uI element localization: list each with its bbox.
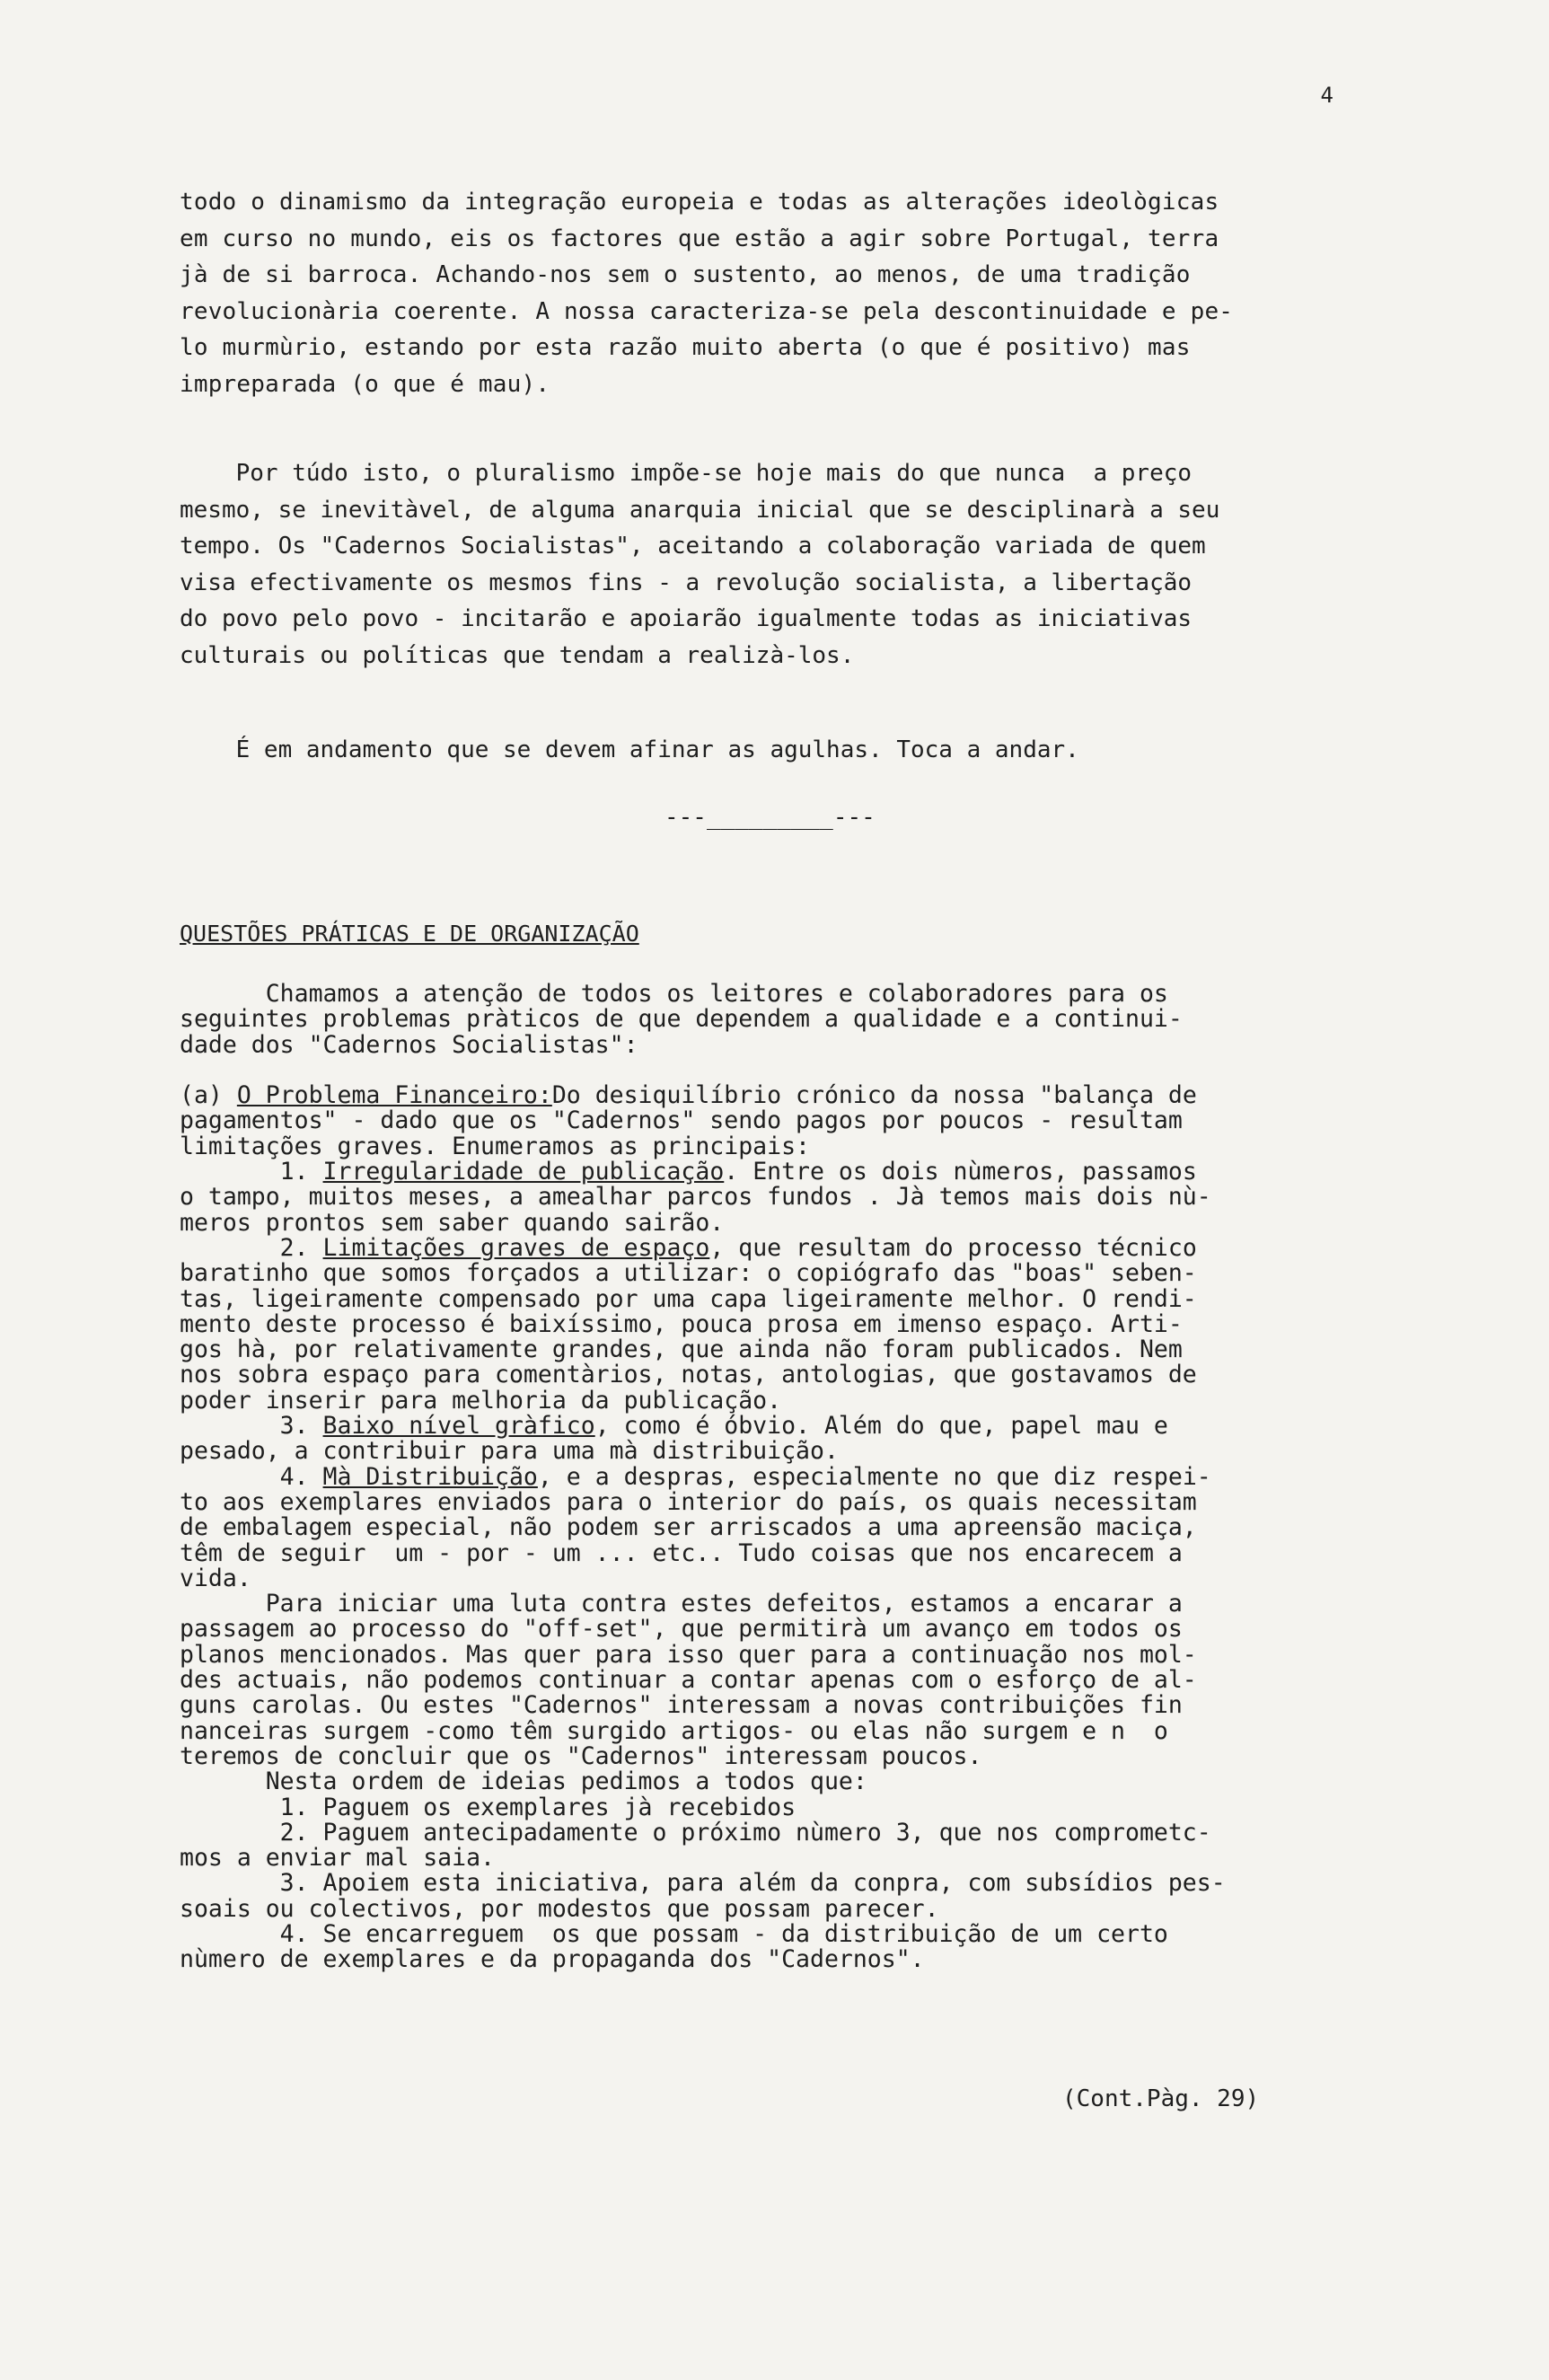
item-number: 4. — [180, 1462, 323, 1491]
text-line: baratinho que somos forçados a utilizar: o copiógrafo das "boas" seben- — [180, 1259, 1197, 1288]
text-line: do povo pelo povo - incitarão e apoiarão igualmente todas as iniciativas — [180, 605, 1193, 632]
text-line: nanceiras surgem -como têm surgido artigos- ou elas não surgem e n o — [180, 1716, 1168, 1745]
text-line: limitações graves. Enumeramos as principais: — [180, 1132, 810, 1160]
item-title: Limitações graves de espaço — [322, 1233, 710, 1262]
text-line: É em andamento que se devem afinar as agulhas. Toca a andar. — [180, 736, 1079, 763]
text-line: , como é óbvio. Além do que, papel mau e — [594, 1412, 1168, 1441]
text-line: poder inserir para melhoria da publicação. — [180, 1386, 782, 1415]
text-line: tempo. Os "Cadernos Socialistas", aceitando a colaboração variada de quem — [180, 533, 1206, 560]
item-number: 2. — [180, 1233, 323, 1262]
section-body — [180, 982, 1383, 1973]
intro-paragraph-1 — [180, 184, 1383, 402]
item-number: 1. — [180, 1158, 323, 1186]
text-line: mento deste processo é baixíssimo, pouca prosa em imenso espaço. Arti- — [180, 1309, 1183, 1338]
text-line: lo murmùrio, estando por esta razão muito aberta (o que é positivo) mas — [180, 334, 1191, 361]
text-line: nùmero de exemplares e da propaganda dos "Cadernos". — [180, 1945, 925, 1974]
intro-paragraph-3 — [180, 732, 1383, 768]
text-line: Por túdo isto, o pluralismo impõe-se hoje mais do que nunca a preço — [180, 460, 1193, 487]
text-line: têm de seguir um - por - um ... etc.. Tudo coisas que nos encarecem a — [180, 1538, 1183, 1567]
text-line: to aos exemplares enviados para o interior do país, os quais necessitam — [180, 1487, 1197, 1516]
text-line: dade dos "Cadernos Socialistas": — [180, 1030, 638, 1059]
text-line: de embalagem especial, não podem ser arriscados a uma apreensão maciça, — [180, 1513, 1197, 1542]
text-line: des actuais, não podemos continuar a contar apenas com o esforço de al- — [180, 1666, 1197, 1695]
text-line: pesado, a contribuir para uma mà distribuição. — [180, 1437, 839, 1466]
text-line: pagamentos" - dado que os "Cadernos" sendo pagos por poucos - resultam — [180, 1106, 1183, 1135]
text-line: guns carolas. Ou estes "Cadernos" interessam a novas contribuições fin — [180, 1691, 1183, 1720]
page-number: 4 — [1320, 83, 1333, 108]
text-line: todo o dinamismo da integração europeia e todas as alterações ideològicas — [180, 189, 1219, 216]
text-line: 3. Apoiem esta iniciativa, para além da conpra, com subsídios pes- — [180, 1869, 1226, 1898]
text-line: seguintes problemas pràticos de que dependem a qualidade e a continui- — [180, 1005, 1183, 1034]
text-line: Do desiquilíbrio crónico da nossa "balança de — [551, 1081, 1197, 1110]
section-separator: ---_________--- — [664, 804, 876, 831]
item-number: 3. — [180, 1412, 323, 1441]
text-line: mos a enviar mal saia. — [180, 1844, 495, 1873]
continuation-note: (Cont.Pàg. 29) — [1062, 2085, 1260, 2112]
text-line: teremos de concluir que os "Cadernos" interessam poucos. — [180, 1741, 982, 1770]
text-line: nos sobra espaço para comentàrios, notas, antologias, que gostavamos de — [180, 1361, 1197, 1389]
text-line: Para iniciar uma luta contra estes defeitos, estamos a encarar a — [180, 1590, 1183, 1618]
text-line: meros prontos sem saber quando sairão. — [180, 1208, 725, 1237]
text-line: vida. — [180, 1564, 251, 1592]
text-line: soais ou colectivos, por modestos que possam parecer. — [180, 1894, 939, 1923]
text-line: . Entre os dois nùmeros, passamos — [724, 1158, 1197, 1186]
item-title: Baixo nível gràfico — [322, 1412, 595, 1441]
text-line: impreparada (o que é mau). — [180, 370, 550, 398]
text-line: o tampo, muitos meses, a amealhar parcos fundos . Jà temos mais dois nù- — [180, 1183, 1211, 1212]
item-title: O Problema Financeiro: — [236, 1081, 552, 1110]
text-line: visa efectivamente os mesmos fins - a revolução socialista, a libertação — [180, 569, 1193, 596]
text-line: revolucionària coerente. A nossa caracteriza-se pela descontinuidade e pe- — [180, 297, 1234, 325]
text-line: Nesta ordem de ideias pedimos a todos que: — [180, 1767, 867, 1796]
item-title: Irregularidade de publicação — [322, 1158, 725, 1186]
text-line: , que resultam do processo técnico — [709, 1233, 1197, 1262]
item-label: (a) — [180, 1081, 237, 1110]
text-line: 2. Paguem antecipadamente o próximo nùmero 3, que nos comprometc- — [180, 1818, 1211, 1847]
text-line: passagem ao processo do "off-set", que permitirà um avanço em todos os — [180, 1615, 1183, 1644]
text-line: culturais ou políticas que tendam a realizà-los. — [180, 641, 855, 669]
text-line: Chamamos a atenção de todos os leitores e colaboradores para os — [180, 980, 1168, 1008]
text-line: gos hà, por relativamente grandes, que ainda não foram publicados. Nem — [180, 1335, 1183, 1364]
text-line: 1. Paguem os exemplares jà recebidos — [180, 1793, 797, 1821]
text-line: planos mencionados. Mas quer para isso quer para a continuação nos mol- — [180, 1640, 1197, 1669]
text-line: , e a despras, especialmente no que diz respei- — [537, 1462, 1211, 1491]
section-title: QUESTÕES PRÁTICAS E DE ORGANIZAÇÃO — [180, 921, 639, 947]
text-line: tas, ligeiramente compensado por uma capa ligeiramente melhor. O rendi- — [180, 1284, 1197, 1313]
text-line: mesmo, se inevitàvel, de alguma anarquia inicial que se desciplinarà a seu — [180, 496, 1220, 524]
text-line: em curso no mundo, eis os factores que estão a agir sobre Portugal, terra — [180, 225, 1219, 252]
text-line: 4. Se encarreguem os que possam - da distribuição de um certo — [180, 1919, 1168, 1948]
text-line: jà de si barroca. Achando-nos sem o sustento, ao menos, de uma tradição — [180, 261, 1191, 288]
item-title: Mà Distribuição — [322, 1462, 538, 1491]
intro-paragraph-2 — [180, 455, 1383, 674]
